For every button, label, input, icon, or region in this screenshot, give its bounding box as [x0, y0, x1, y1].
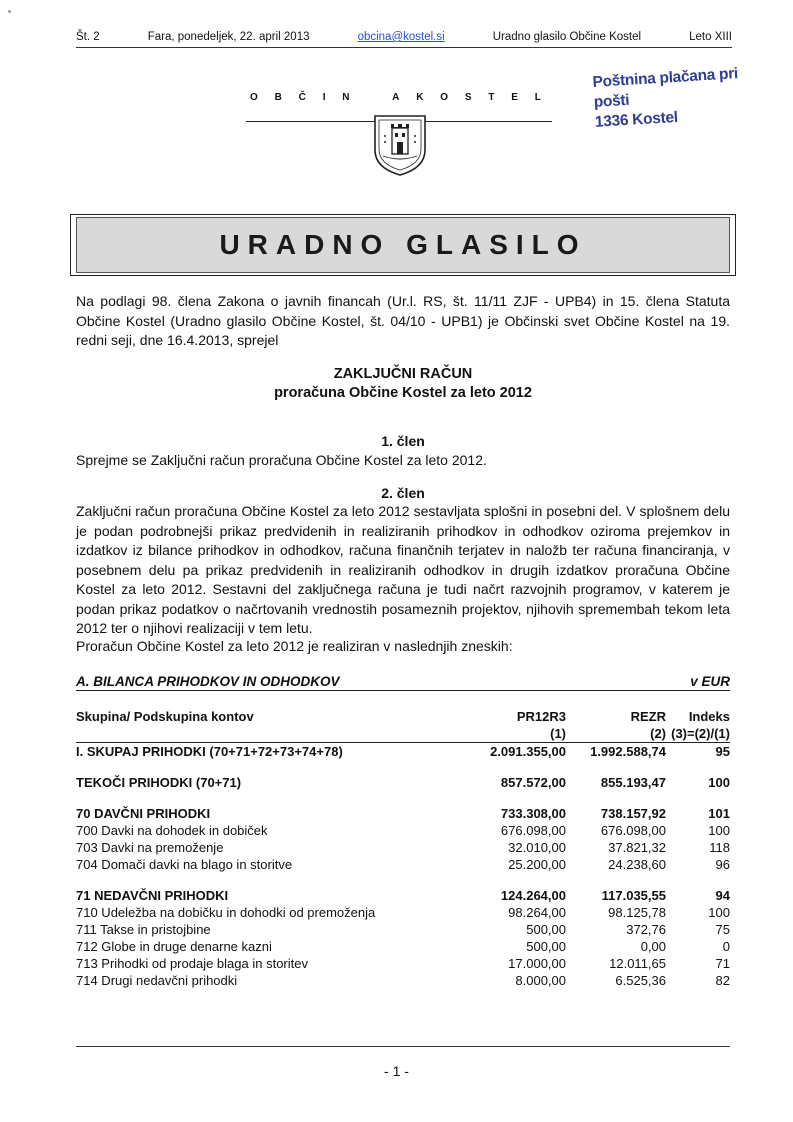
- subheader-col3: (3)=(2)/(1): [671, 726, 730, 741]
- table-row: 700 Davki na dohodek in dobiček 676.098,00 676.098,00 100: [76, 823, 730, 838]
- banner-title: URADNO GLASILO: [219, 229, 587, 260]
- header-col3: Indeks: [688, 709, 730, 724]
- article-2-text: Zaključni račun proračuna Občine Kostel za leto 2012 sestavljata splošni in posebni del. V splošnem delu je podan podrobnejši prikaz predvidenih in realiziranih prihodkov in odhodkov oziroma prejemkov in izdatkov iz bilance prihodkov in odhodkov, računa finančnih terjatev in naložb ter računa financiranja, v posebnem delu pa prikaz predvidenih in realiziranih odhodkov in drugih izdatkov proračuna Občine Kostel za leto 2012. Sestavni del zaključnega računa je tudi načrt razvojnih programov, v katerem je podan prikaz podatkov o načrtovanih vrednostih posameznih projektov, njihovih spremembah tekom leta 2012 ter o njihovi realizaciji v tem letu.: [76, 503, 730, 636]
- realized-intro: Proračun Občine Kostel za leto 2012 je realiziran v naslednjih zneskih:: [76, 638, 513, 654]
- header-group: Skupina/ Podskupina kontov: [76, 709, 254, 724]
- table-row: 703 Davki na premoženje 32.010,00 37.821,32 118: [76, 840, 730, 855]
- currency-label: v EUR: [690, 674, 730, 689]
- table-row: I. SKUPAJ PRIHODKI (70+71+72+73+74+78) 2.091.355,00 1.992.588,74 95: [76, 744, 730, 759]
- page-number: - 1 -: [384, 1063, 409, 1079]
- coat-of-arms-icon: [371, 112, 429, 178]
- table-row: 71 NEDAVČNI PRIHODKI 124.264,00 117.035,55 94: [76, 888, 730, 903]
- budget-table: [76, 708, 730, 989]
- postage-line-1: Poštnina plačana pri pošti: [592, 65, 739, 111]
- running-header: [76, 31, 732, 43]
- document-title: ZAKLJUČNI RAČUN: [333, 366, 473, 382]
- table-row: TEKOČI PRIHODKI (70+71) 857.572,00 855.193,47 100: [76, 775, 730, 790]
- postage-paid-stamp: [592, 63, 765, 133]
- table-subheader-row: [76, 725, 730, 743]
- article-1-heading: 1. člen: [381, 433, 425, 449]
- table-section-title: [76, 674, 730, 689]
- postage-line-2: 1336 Kostel: [594, 108, 679, 131]
- section-title: A. BILANCA PRIHODKOV IN ODHODKOV: [76, 674, 340, 689]
- subheader-col1: (1): [550, 726, 566, 741]
- table-header-row: [76, 708, 730, 725]
- issue-number: Št. 2: [76, 31, 100, 43]
- section-rule: [76, 690, 730, 691]
- banner: [76, 217, 730, 273]
- intro-paragraph: Na podlagi 98. člena Zakona o javnih financah (Ur.l. RS, št. 11/11 ZJF - UPB4) in 15. člena Statuta Občine Kostel (Uradno glasilo Občine Kostel, št. 04/10 - UPB1) je Občinski svet Občine Kostel na 19. redni seji, dne 16.4.2013, sprejel: [76, 293, 730, 348]
- volume-year: Leto XIII: [689, 31, 732, 43]
- document-subtitle: proračuna Občine Kostel za leto 2012: [274, 385, 532, 401]
- table-row: 712 Globe in druge denarne kazni 500,00 0,00 0: [76, 939, 730, 954]
- table-row: 710 Udeležba na dobičku in dohodki od premoženja 98.264,00 98.125,78 100: [76, 905, 730, 920]
- table-row: 713 Prihodki od prodaje blaga in storitev 17.000,00 12.011,65 71: [76, 956, 730, 971]
- table-row: 70 DAVČNI PRIHODKI 733.308,00 738.157,92 101: [76, 806, 730, 821]
- place-date: Fara, ponedeljek, 22. april 2013: [147, 31, 310, 43]
- header-col2: REZR: [630, 709, 666, 724]
- municipality-name: O B Č I N A K O S T E L: [250, 92, 550, 103]
- header-rule: [76, 47, 732, 48]
- footer-rule: [76, 1046, 730, 1047]
- table-row: 714 Drugi nedavčni prihodki 8.000,00 6.525,36 82: [76, 973, 730, 988]
- subheader-col2: (2): [650, 726, 666, 741]
- header-col1: PR12R3: [516, 709, 566, 724]
- article-1-text: Sprejme se Zaključni račun proračuna Občine Kostel za leto 2012.: [76, 452, 487, 468]
- table-row: 711 Takse in pristojbine 500,00 372,76 75: [76, 922, 730, 937]
- article-2-heading: 2. člen: [381, 485, 425, 501]
- table-row: 704 Domači davki na blago in storitve 25.200,00 24.238,60 96: [76, 857, 730, 872]
- email-link[interactable]: obcina@kostel.si: [357, 31, 445, 43]
- publication-name: Uradno glasilo Občine Kostel: [492, 31, 642, 43]
- scan-dot: [8, 10, 11, 13]
